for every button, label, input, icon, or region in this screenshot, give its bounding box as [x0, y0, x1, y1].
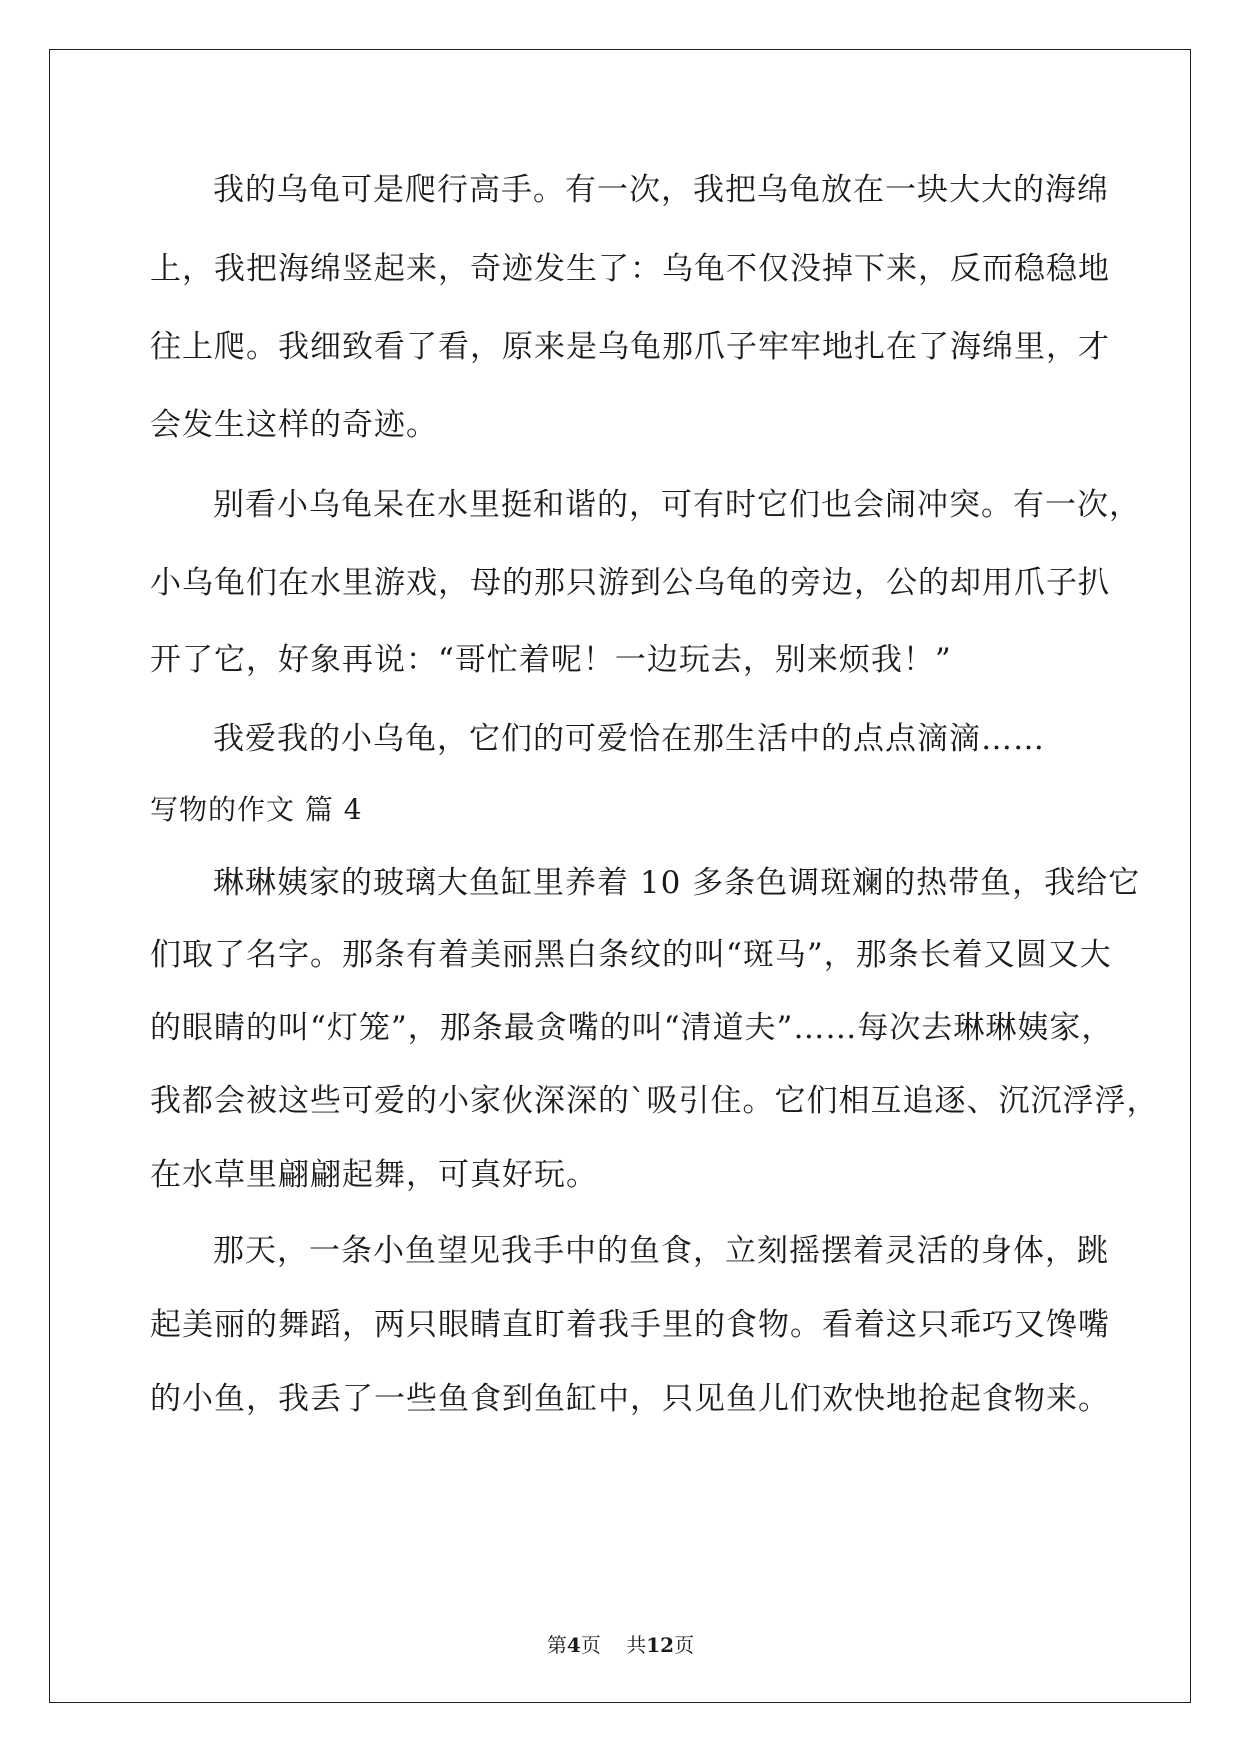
page-footer [0, 1629, 1241, 1658]
paragraph-line: 在水草里翩翩起舞，可真好玩。 [150, 1157, 598, 1193]
paragraph-line: 往上爬。我细致看了看，原来是乌龟那爪子牢牢地扎在了海绵里，才 [150, 329, 1110, 365]
paragraph-line: 我的乌龟可是爬行高手。有一次，我把乌龟放在一块大大的海绵 [213, 172, 1109, 208]
page-label-suffix: 页 [580, 1633, 601, 1657]
paragraph-line: 起美丽的舞蹈，两只眼睛直盯着我手里的食物。看着这只乖巧又馋嘴 [150, 1307, 1110, 1343]
paragraph-line: 别看小乌龟呆在水里挺和谐的，可有时它们也会闹冲突。有一次， [213, 487, 1141, 523]
paragraph-line: 会发生这样的奇迹。 [150, 407, 438, 443]
paragraph-line: 小乌龟们在水里游戏，母的那只游到公乌龟的旁边，公的却用爪子扒 [150, 565, 1110, 601]
paragraph-line: 开了它，好象再说：“哥忙着呢！一边玩去，别来烦我！” [150, 642, 952, 678]
total-pages: 12 [646, 1633, 675, 1657]
paragraph-line: 上，我把海绵竖起来，奇迹发生了：乌龟不仅没掉下来，反而稳稳地 [150, 251, 1110, 287]
page-number: 4 [566, 1633, 581, 1657]
paragraph-line: 我都会被这些可爱的小家伙深深的`吸引住。它们相互追逐、沉沉浮浮， [150, 1083, 1159, 1119]
section-heading: 写物的作文 篇 4 [150, 793, 363, 826]
paragraph-line: 我爱我的小乌龟，它们的可爱恰在那生活中的点点滴滴…… [213, 721, 1045, 757]
paragraph-line: 那天，一条小鱼望见我手中的鱼食，立刻摇摆着灵活的身体，跳 [213, 1233, 1109, 1269]
paragraph-line: 琳琳姨家的玻璃大鱼缸里养着 10 多条色调斑斓的热带鱼，我给它 [213, 865, 1141, 901]
paragraph-line: 的眼睛的叫“灯笼”，那条最贪嘴的叫“清道夫”……每次去琳琳姨家， [150, 1010, 1114, 1046]
total-label-prefix: 共 [626, 1633, 647, 1657]
page-label-prefix: 第 [546, 1633, 567, 1657]
paragraph-line: 的小鱼，我丢了一些鱼食到鱼缸中，只见鱼儿们欢快地抢起食物来。 [150, 1381, 1110, 1417]
total-label-suffix: 页 [674, 1633, 695, 1657]
paragraph-line: 们取了名字。那条有着美丽黑白条纹的叫“斑马”，那条长着又圆又大 [150, 937, 1112, 973]
